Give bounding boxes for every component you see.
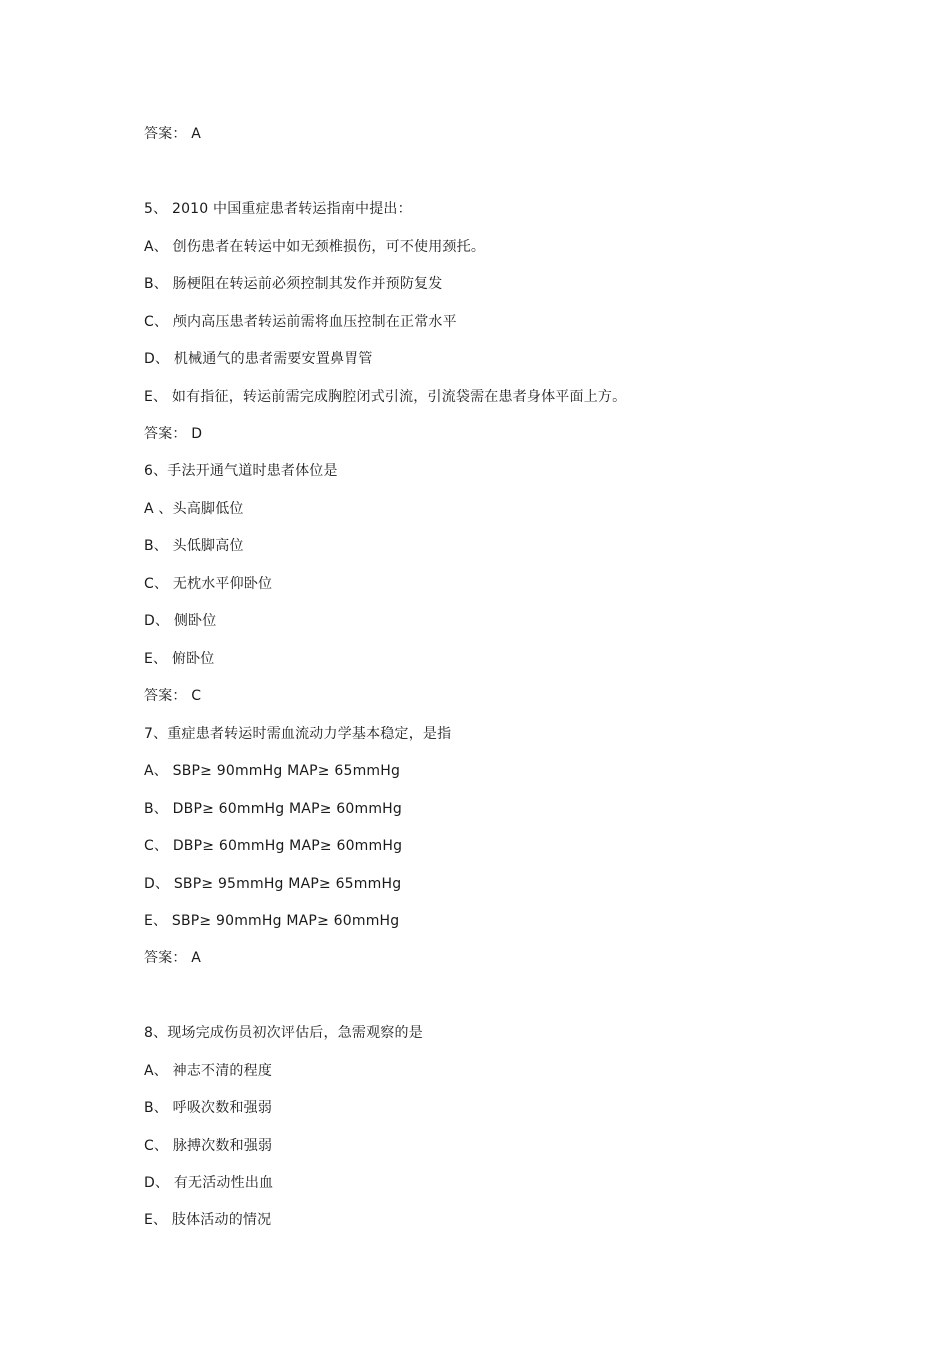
question-7-option-e: E、 SBP≥ 90mmHg MAP≥ 60mmHg bbox=[144, 913, 400, 929]
question-5: 5、 2010 中国重症患者转运指南中提出： bbox=[144, 201, 412, 217]
question-7: 7、重症患者转运时需血流动力学基本稳定，是指 bbox=[144, 726, 452, 742]
answer-6: 答案： C bbox=[144, 688, 202, 704]
question-7-option-a: A、 SBP≥ 90mmHg MAP≥ 65mmHg bbox=[144, 763, 401, 779]
question-7-option-b: B、 DBP≥ 60mmHg MAP≥ 60mmHg bbox=[144, 801, 402, 817]
question-5-option-e: E、 如有指征，转运前需完成胸腔闭式引流，引流袋需在患者身体平面上方。 bbox=[144, 389, 627, 405]
question-6-option-a: A 、头高脚低位 bbox=[144, 501, 244, 517]
question-7-option-c: C、 DBP≥ 60mmHg MAP≥ 60mmHg bbox=[144, 838, 403, 854]
question-6: 6、手法开通气道时患者体位是 bbox=[144, 463, 338, 479]
question-6-option-b: B、 头低脚高位 bbox=[144, 538, 244, 554]
answer-5: 答案： D bbox=[144, 426, 203, 442]
question-8-option-d: D、 有无活动性出血 bbox=[144, 1175, 274, 1191]
answer-7: 答案： A bbox=[144, 950, 202, 966]
question-5-option-c: C、 颅内高压患者转运前需将血压控制在正常水平 bbox=[144, 314, 457, 330]
question-6-option-e: E、 俯卧位 bbox=[144, 651, 215, 667]
question-8-option-b: B、 呼吸次数和强弱 bbox=[144, 1100, 273, 1116]
question-8: 8、现场完成伤员初次评估后，急需观察的是 bbox=[144, 1025, 423, 1041]
question-6-option-d: D、 侧卧位 bbox=[144, 613, 217, 629]
question-8-option-c: C、 脉搏次数和强弱 bbox=[144, 1138, 273, 1154]
question-5-option-d: D、 机械通气的患者需要安置鼻胃管 bbox=[144, 351, 373, 367]
question-5-option-a: A、 创伤患者在转运中如无颈椎损伤，可不使用颈托。 bbox=[144, 239, 486, 255]
question-8-option-e: E、 肢体活动的情况 bbox=[144, 1212, 272, 1228]
question-7-option-d: D、 SBP≥ 95mmHg MAP≥ 65mmHg bbox=[144, 876, 402, 892]
question-5-option-b: B、 肠梗阻在转运前必须控制其发作并预防复发 bbox=[144, 276, 443, 292]
answer-4: 答案： A bbox=[144, 126, 202, 142]
question-6-option-c: C、 无枕水平仰卧位 bbox=[144, 576, 273, 592]
question-8-option-a: A、 神志不清的程度 bbox=[144, 1063, 273, 1079]
